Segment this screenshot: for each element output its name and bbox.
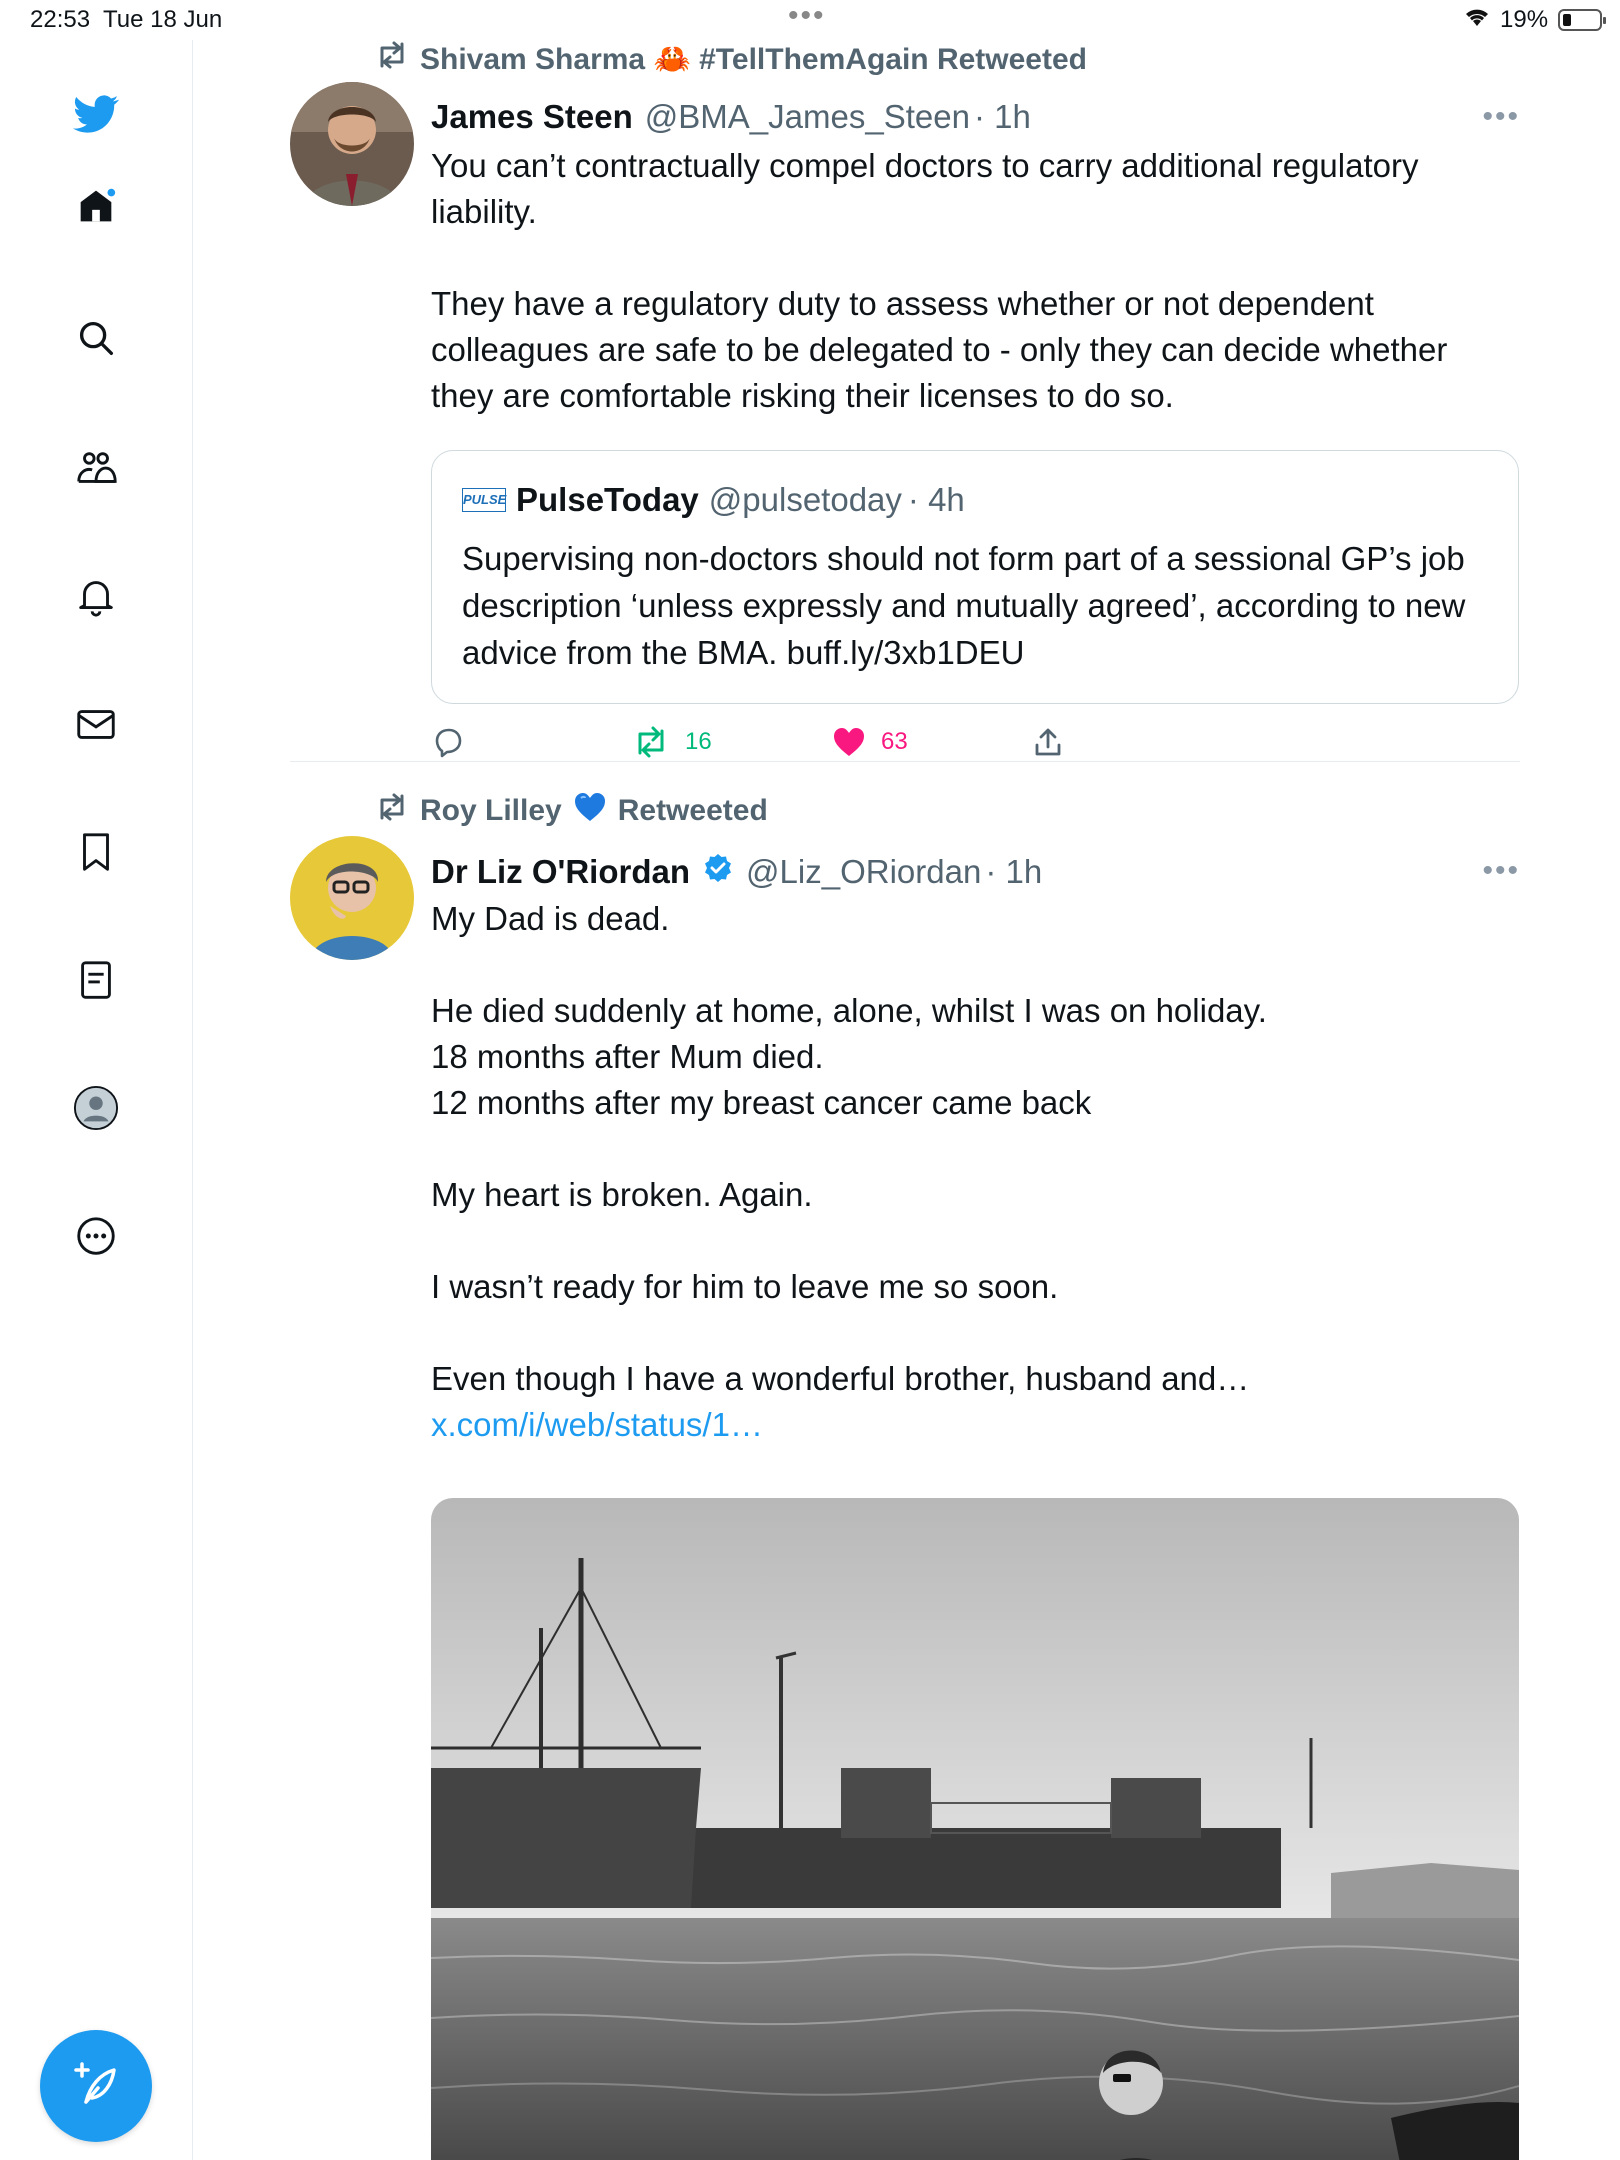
avatar[interactable]	[290, 82, 414, 206]
compose-tweet-button[interactable]	[40, 2030, 152, 2142]
tweet-header	[431, 852, 1042, 892]
retweet-icon	[631, 725, 671, 759]
reply-icon	[431, 725, 465, 759]
quoted-timestamp: · 4h	[907, 481, 965, 518]
retweet-count: 16	[685, 728, 712, 755]
pulse-logo-icon: PULSE	[462, 488, 506, 512]
tweet-link[interactable]: x.com/i/web/status/1…	[431, 1406, 763, 1443]
timestamp[interactable]: · 1h	[973, 98, 1031, 135]
retweeted-by-text[interactable]: Shivam Sharma 🦀 #TellThemAgain Retweeted	[420, 42, 1087, 76]
profile-avatar-icon[interactable]	[70, 1082, 122, 1134]
more-dots-icon[interactable]: •••	[1482, 854, 1520, 887]
share-icon	[1031, 725, 1065, 759]
quoted-handle: @pulsetoday	[708, 481, 902, 518]
battery-percent: 19%	[1500, 6, 1549, 33]
like-count: 63	[881, 728, 908, 755]
tweet-text	[431, 896, 1511, 1448]
reply-button[interactable]	[431, 725, 465, 759]
retweet-icon	[374, 792, 410, 830]
retweet-context	[374, 40, 1087, 78]
avatar[interactable]	[290, 836, 414, 960]
status-date: Tue 18 Jun	[103, 6, 223, 33]
quoted-tweet-text: Supervising non-doctors should not form part of a sessional GP’s job description ‘unless expressly and mutually agreed’, according to new advice from the BMA. buff.ly/3xb1DEU	[462, 540, 1466, 671]
timeline[interactable]	[193, 40, 1620, 2160]
communities-icon[interactable]	[70, 442, 122, 494]
heart-icon	[831, 725, 867, 759]
wifi-icon	[1462, 4, 1492, 37]
tweet-header	[431, 98, 1031, 136]
search-icon[interactable]	[70, 312, 122, 364]
retweet-button[interactable]	[631, 725, 712, 759]
share-button[interactable]	[1031, 725, 1065, 759]
retweeted-suffix: Retweeted	[617, 794, 768, 827]
tweet-photo[interactable]	[431, 1498, 1519, 2160]
blue-heart-emoji-icon	[572, 790, 608, 832]
multitasking-dots-icon[interactable]: •••	[788, 0, 826, 32]
twitter-bird-icon[interactable]	[70, 88, 122, 140]
like-button[interactable]	[831, 725, 908, 759]
home-icon[interactable]	[70, 180, 122, 232]
display-name[interactable]: James Steen	[431, 98, 633, 135]
status-time: 22:53	[30, 6, 91, 33]
tweet-actions	[431, 722, 1519, 762]
retweeted-by-name[interactable]: Roy Lilley	[420, 794, 562, 827]
handle[interactable]: @BMA_James_Steen	[644, 98, 970, 135]
tweet[interactable]	[290, 790, 1520, 2160]
quoted-tweet-header	[462, 481, 965, 519]
bookmarks-icon[interactable]	[70, 826, 122, 878]
battery-icon	[1558, 9, 1602, 31]
status-bar	[0, 0, 1620, 40]
quoted-display-name: PulseToday	[516, 481, 699, 518]
retweet-icon	[374, 40, 410, 78]
tweet-divider	[290, 761, 1520, 762]
quoted-tweet[interactable]	[431, 450, 1519, 704]
sidebar	[0, 40, 193, 2160]
tweet-text-content: My Dad is dead. He died suddenly at home, alone, whilst I was on holiday. 18 months after Mum died. 12 months after my breast cancer came back My heart is broken. Again. I wasn’t ready for him to leave me so soon. Even though I have a wonderful brother, husband and…	[431, 900, 1267, 1397]
more-options-icon[interactable]	[70, 1210, 122, 1262]
verified-badge-icon	[702, 852, 734, 892]
more-dots-icon[interactable]: •••	[1482, 100, 1520, 133]
timestamp[interactable]: · 1h	[985, 853, 1043, 890]
tweet[interactable]	[290, 40, 1520, 790]
display-name[interactable]: Dr Liz O'Riordan	[431, 853, 691, 890]
notifications-bell-icon[interactable]	[70, 570, 122, 622]
tweet-text: You can’t contractually compel doctors to carry additional regulatory liability. They have a regulatory duty to assess whether or not dependent colleagues are safe to be delegated to - only they can decide whether they are comfortable risking their licenses to do so.	[431, 147, 1448, 414]
messages-envelope-icon[interactable]	[70, 698, 122, 750]
harbor-photo-image	[431, 1498, 1519, 2160]
lists-icon[interactable]	[70, 954, 122, 1006]
feather-plus-icon	[68, 2058, 124, 2114]
handle[interactable]: @Liz_ORiordan	[746, 853, 982, 890]
retweet-context	[374, 790, 768, 832]
